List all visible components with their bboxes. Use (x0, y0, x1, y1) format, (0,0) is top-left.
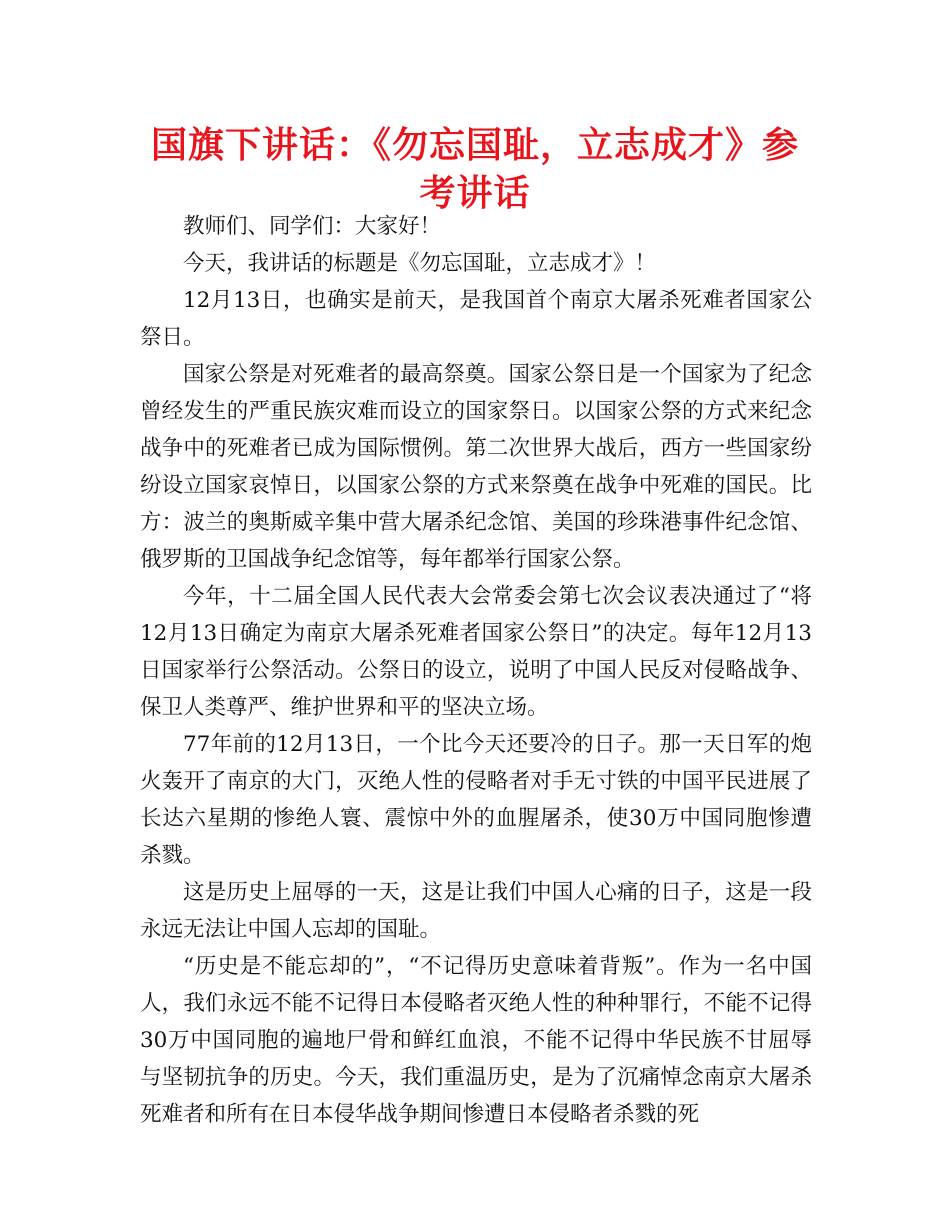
paragraph-history: 77年前的12月13日，一个比今天还要冷的日子。那一天日军的炮火轰开了南京的大门，灭绝人性的侵略者对手无寸铁的中国平民进展了长达六星期的惨绝人寰、震惊中外的血腥屠杀，使30万中国同胞惨遭杀戮。 (140, 732, 812, 868)
paragraph-memorial: 国家公祭是对死难者的最高祭奠。国家公祭日是一个国家为了纪念曾经发生的严重民族灾难而设立的国家祭日。以国家公祭的方式来纪念战争中的死难者已成为国际惯例。第二次世界大战后，西方一些国家纷纷设立国家哀悼日，以国家公祭的方式来祭奠在战争中死难的国民。比方：波兰的奥斯威辛集中营大屠杀纪念馆、美国的珍珠港事件纪念馆、俄罗斯的卫国战争纪念馆等，每年都举行国家公祭。 (140, 362, 812, 572)
paragraph-decision: 今年，十二届全国人民代表大会常委会第七次会议表决通过了“将12月13日确定为南京大屠杀死难者国家公祭日”的决定。每年12月13日国家举行公祭活动。公祭日的设立，说明了中国人民反对侵略战争、保卫人类尊严、维护世界和平的坚决立场。 (140, 584, 812, 720)
paragraph-greeting: 教师们、同学们：大家好！ (183, 214, 442, 239)
document-body (140, 208, 812, 1133)
document-title: 国旗下讲话：《勿忘国耻，立志成才》参考讲话 (150, 125, 799, 214)
paragraph-date: 12月13日，也确实是前天，是我国首个南京大屠杀死难者国家公祭日。 (140, 288, 812, 350)
paragraph-humiliation: 这是历史上屈辱的一天，这是让我们中国人心痛的日子，这是一段永远无法让中国人忘却的国耻。 (140, 880, 812, 942)
paragraph-topic: 今天，我讲话的标题是《勿忘国耻，立志成才》！ (183, 251, 657, 276)
paragraph-remember: “历史是不能忘却的”，“不记得历史意味着背叛”。作为一名中国人，我们永远不能不记得日本侵略者灭绝人性的种种罪行，不能不记得30万中国同胞的遍地尸骨和鲜红血浪，不能不记得中华民族不甘屈辱与坚韧抗争的历史。今天，我们重温历史，是为了沉痛悼念南京大屠杀死难者和所有在日本侵华战争期间惨遭日本侵略者杀戮的死 (140, 954, 812, 1127)
